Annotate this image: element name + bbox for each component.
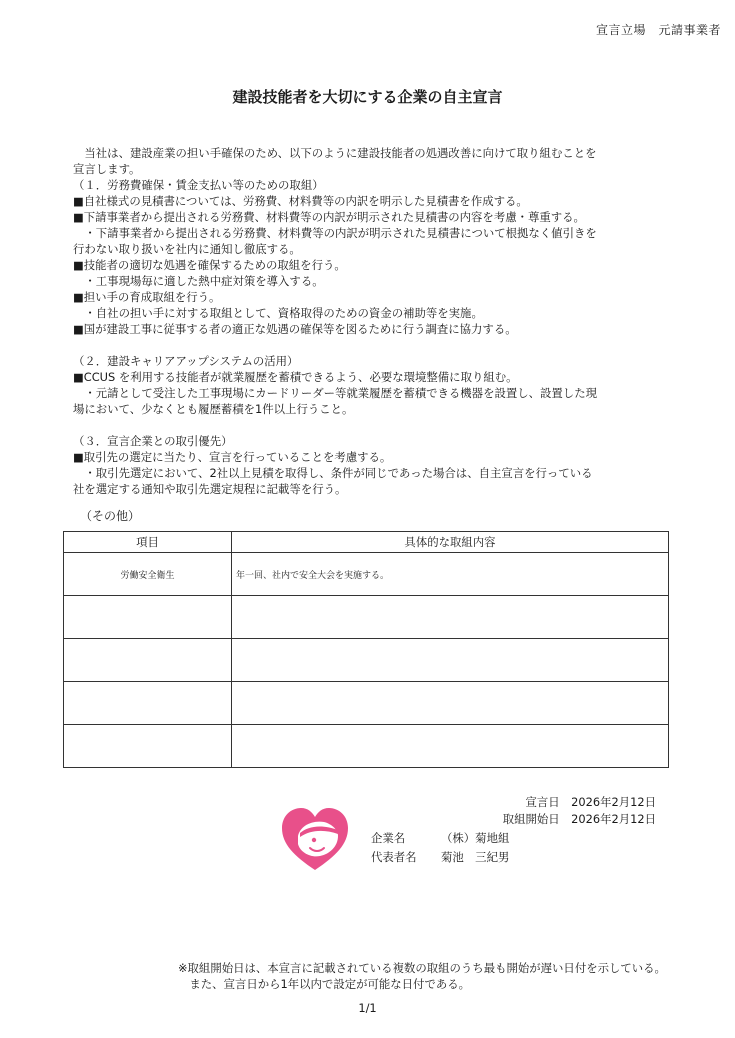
- table-row: [64, 682, 669, 725]
- section-line: ・取引先選定において、2社以上見積を取得し、条件が同じであった場合は、自主宣言を行っている: [73, 466, 593, 480]
- page-number: 1/1: [358, 1001, 377, 1015]
- table-row: [64, 596, 669, 639]
- declaration-date-row: [526, 794, 657, 810]
- section-line: 行わない取り扱いを社内に通知し徹底する。: [73, 242, 301, 256]
- table-row: [64, 639, 669, 682]
- section-line: ■担い手の育成取組を行う。: [73, 290, 221, 304]
- representative-row: [371, 848, 509, 867]
- section-line: ■技能者の適切な処遇を確保するための取組を行う。: [73, 258, 346, 272]
- intro-line: 当社は、建設産業の担い手確保のため、以下のように建設技能者の処遇改善に向けて取り組むことを: [73, 146, 597, 160]
- footnote: [178, 960, 666, 992]
- other-section-label: （その他）: [80, 509, 141, 523]
- row-detail: [232, 725, 669, 768]
- section-line: ■下請事業者から提出される労務費、材料費等の内訳が明示された見積書の内容を考慮・尊重する。: [73, 210, 585, 224]
- row-item: [64, 725, 232, 768]
- section-line: ■自社様式の見積書については、労務費、材料費等の内訳を明示した見積書を作成する。: [73, 194, 528, 208]
- declaration-date-value: 2026年2月12日: [571, 795, 656, 809]
- heart-face-logo: [280, 806, 350, 872]
- section-line: ■取引先の選定に当たり、宣言を行っていることを考慮する。: [73, 450, 392, 464]
- row-detail: [232, 596, 669, 639]
- section-line: 社を選定する通知や取引先選定規程に記載等を行う。: [73, 482, 347, 496]
- other-initiatives-table: [63, 531, 669, 768]
- section-heading: （１．労務費確保・賃金支払い等のための取組）: [73, 178, 324, 192]
- section-line: 場において、少なくとも履歴蓄積を1件以上行うこと。: [73, 402, 354, 416]
- section-line: ■CCUS を利用する技能者が就業履歴を蓄積できるよう、必要な環境整備に取り組む。: [73, 370, 518, 384]
- section-heading: （２．建設キャリアアップシステムの活用）: [73, 354, 299, 368]
- table-row: [64, 553, 669, 596]
- footnote-line: ※取組開始日は、本宣言に記載されている複数の取組のうち最も開始が遅い日付を示している。: [178, 961, 666, 975]
- section-line: ・元請として受注した工事現場にカードリーダー等就業履歴を蓄積できる機器を設置し、設置した現: [73, 386, 597, 400]
- row-detail: [232, 682, 669, 725]
- column-header-detail: 具体的な取組内容: [232, 532, 669, 553]
- section-line: ■国が建設工事に従事する者の適正な処遇の確保等を図るために行う調査に協力する。: [73, 322, 517, 336]
- company-info: [371, 829, 509, 867]
- representative-label: 代表者名: [371, 850, 417, 864]
- start-date-row: [503, 811, 656, 827]
- intro-line: 宣言します。: [73, 162, 141, 176]
- column-header-item: 項目: [64, 532, 232, 553]
- representative-name: 菊池 三紀男: [441, 850, 510, 864]
- declaration-date-label: 宣言日: [525, 795, 560, 809]
- section-heading: （３．宣言企業との取引優先）: [73, 434, 233, 448]
- table-header-row: [64, 532, 669, 553]
- company-name-label: 企業名: [371, 831, 406, 845]
- page-title: 建設技能者を大切にする企業の自主宣言: [232, 88, 503, 106]
- company-name: （株）菊地組: [441, 831, 510, 845]
- row-item: [64, 639, 232, 682]
- row-detail: 年一回、社内で安全大会を実施する。: [232, 553, 669, 596]
- row-detail: [232, 639, 669, 682]
- declaration-body: [73, 145, 663, 497]
- start-date-label: 取組開始日: [502, 812, 560, 826]
- row-item: [64, 596, 232, 639]
- section-line: ・工事現場毎に適した熱中症対策を導入する。: [73, 274, 324, 288]
- table-row: [64, 725, 669, 768]
- declaration-position-label: 宣言立場 元請事業者: [595, 23, 721, 37]
- company-name-row: [371, 829, 509, 848]
- section-line: ・自社の担い手に対する取組として、資格取得のための資金の補助等を実施。: [73, 306, 483, 320]
- row-item: [64, 682, 232, 725]
- section-line: ・下請事業者から提出される労務費、材料費等の内訳が明示された見積書について根拠なく値引きを: [73, 226, 597, 240]
- footnote-line: また、宣言日から1年以内で設定が可能な日付である。: [178, 977, 471, 991]
- start-date-value: 2026年2月12日: [571, 812, 656, 826]
- row-item: 労働安全衛生: [64, 553, 232, 596]
